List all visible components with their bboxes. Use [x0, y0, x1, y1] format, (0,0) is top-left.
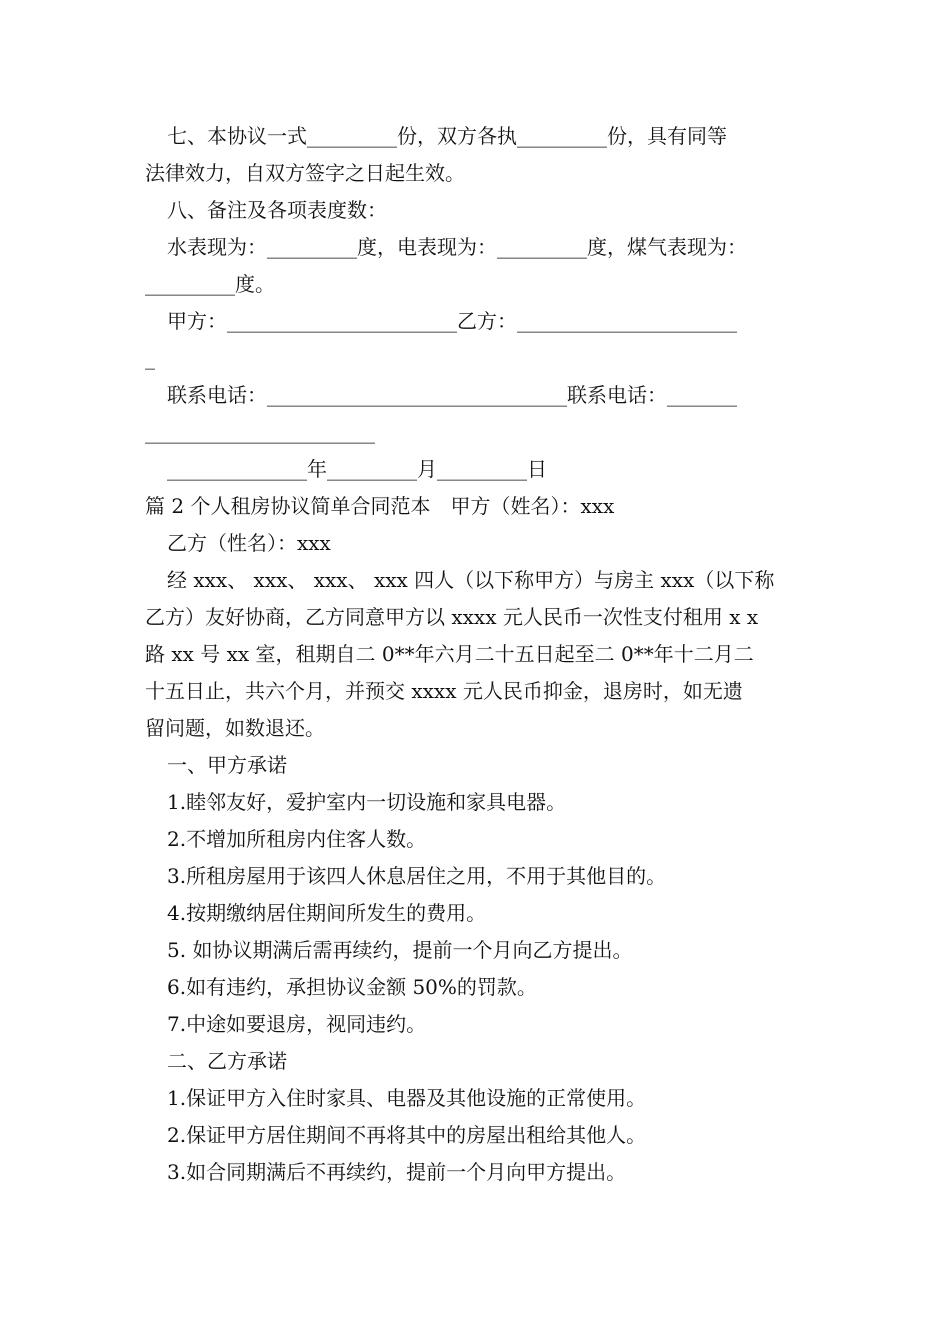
date-line: ______________年_________月_________日 [167, 457, 547, 481]
party-signature-line: 甲方：_______________________乙方：______________________ [167, 309, 737, 333]
list-item: 4.按期缴纳居住期间所发生的费用。 [167, 901, 487, 925]
party-a-commitments-heading: 一、甲方承诺 [167, 753, 287, 777]
list-item: 1.睦邻友好，爱护室内一切设施和家具电器。 [167, 790, 567, 814]
clause-8-heading: 八、备注及各项表度数： [167, 198, 387, 222]
intro-paragraph-line-3: 路 xx 号 xx 室，租期自二 0**年六月二十五日起至二 0**年十二月二 [145, 642, 754, 666]
intro-paragraph-line-4: 十五日止，共六个月，并预交 xxxx 元人民币抑金，退房时，如无遗 [145, 679, 743, 703]
party-b-name: 乙方（性名）：xxx [167, 531, 331, 555]
clause-7-line: 七、本协议一式_________份，双方各执_________份，具有同等 [167, 124, 727, 148]
intro-paragraph-line-1: 经 xxx、 xxx、 xxx、 xxx 四人（以下称甲方）与房主 xxx（以下称 [167, 568, 775, 592]
section-2-title: 篇 2 个人租房协议简单合同范本 甲方（姓名）：xxx [145, 494, 615, 518]
phone-line-continuation: _______________________ [145, 420, 375, 444]
list-item: 2.保证甲方居住期间不再将其中的房屋出租给其他人。 [167, 1123, 647, 1147]
list-item: 7.中途如要退房，视同违约。 [167, 1012, 427, 1036]
intro-paragraph-line-5: 留问题，如数退还。 [145, 716, 325, 740]
party-b-commitments-heading: 二、乙方承诺 [167, 1049, 287, 1073]
list-item: 5. 如协议期满后需再续约，提前一个月向乙方提出。 [167, 938, 633, 962]
meter-readings-line: 水表现为：_________度，电表现为：_________度，煤气表现为： [167, 235, 747, 259]
clause-7-continuation: 法律效力，自双方签字之日起生效。 [145, 161, 465, 185]
list-item: 3.如合同期满后不再续约，提前一个月向甲方提出。 [167, 1160, 627, 1184]
list-item: 1.保证甲方入住时家具、电器及其他设施的正常使用。 [167, 1086, 647, 1110]
list-item: 3.所租房屋用于该四人休息居住之用，不用于其他目的。 [167, 864, 667, 888]
list-item: 2.不增加所租房内住客人数。 [167, 827, 427, 851]
intro-paragraph-line-2: 乙方）友好协商，乙方同意甲方以 xxxx 元人民币一次性支付租用 x x [145, 605, 759, 629]
party-signature-continuation: _ [145, 346, 155, 370]
list-item: 6.如有违约，承担协议金额 50%的罚款。 [167, 975, 537, 999]
phone-line: 联系电话：______________________________联系电话：_______ [167, 383, 737, 407]
document-page [145, 118, 810, 1191]
meter-readings-continuation: _________度。 [145, 272, 275, 296]
